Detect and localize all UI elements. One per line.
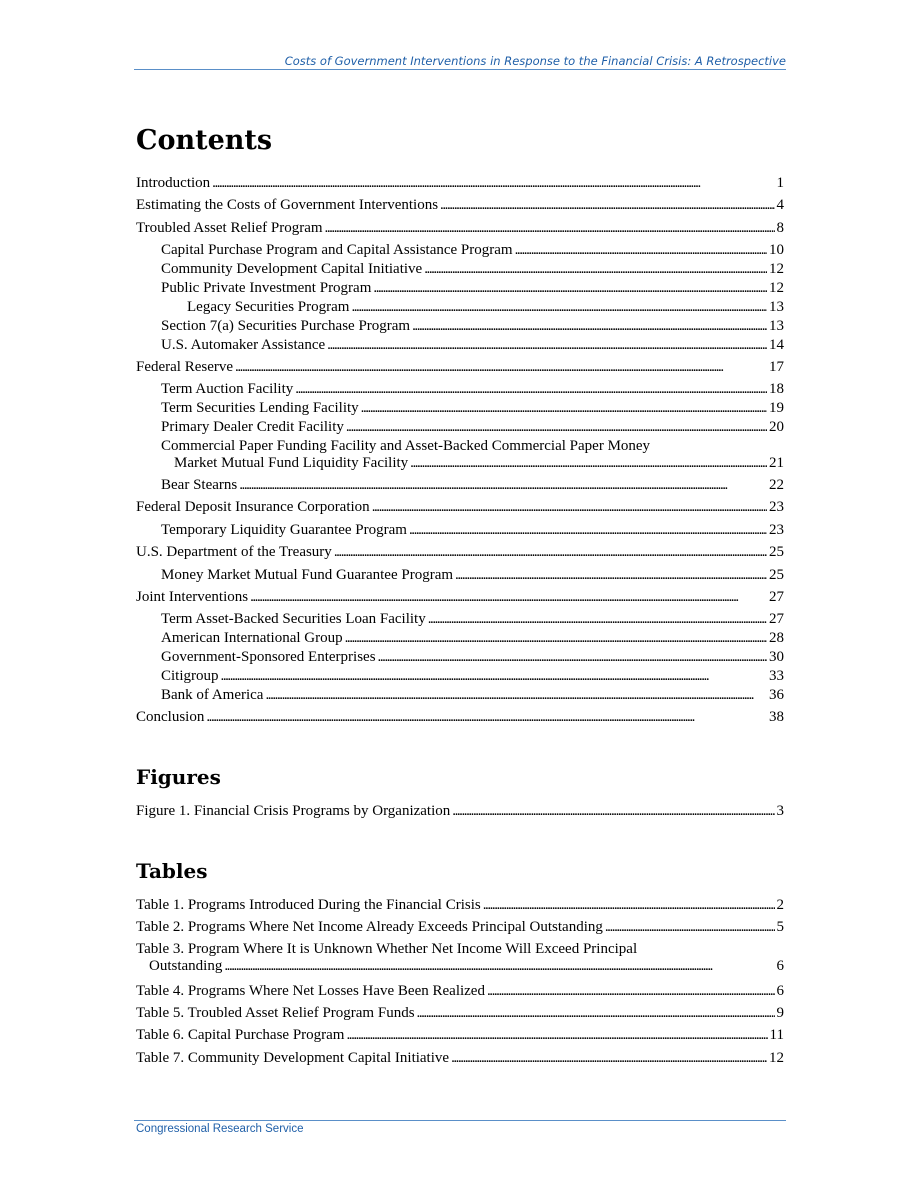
toc-entry-legacy-securities[interactable]: Legacy Securities Program . . . 13 xyxy=(187,299,784,316)
toc-entry-aig[interactable]: American International Group . . . 28 xyxy=(161,630,784,647)
toc-entry-estimating-costs[interactable]: Estimating the Costs of Government Interventions . . . 4 xyxy=(136,197,784,214)
toc-entry-fdic[interactable]: Federal Deposit Insurance Corporation . . . 23 xyxy=(136,499,784,516)
running-footer: Congressional Research Service xyxy=(136,1123,304,1135)
toc-entry-tslf[interactable]: Term Securities Lending Facility . . . 19 xyxy=(161,400,784,417)
toc-entry-introduction[interactable]: Introduction . . . 1 xyxy=(136,175,784,192)
table-entry-1[interactable]: Table 1. Programs Introduced During the Financial Crisis . . . 2 xyxy=(136,897,784,914)
figure-entry-1[interactable]: Figure 1. Financial Crisis Programs by Organization . . . 3 xyxy=(136,803,784,820)
toc-entry-section-7a[interactable]: Section 7(a) Securities Purchase Program . . . 13 xyxy=(161,318,784,335)
footer-rule xyxy=(134,1120,786,1121)
table-entry-2[interactable]: Table 2. Programs Where Net Income Already Exceeds Principal Outstanding . . . 5 xyxy=(136,919,784,936)
table-entry-5[interactable]: Table 5. Troubled Asset Relief Program Funds . . . 9 xyxy=(136,1005,784,1022)
toc-entry-bank-of-america[interactable]: Bank of America . . . 36 xyxy=(161,687,784,704)
table-entry-6[interactable]: Table 6. Capital Purchase Program . . . 11 xyxy=(136,1027,784,1044)
toc-entry-community-development[interactable]: Community Development Capital Initiative . . . 12 xyxy=(161,261,784,278)
toc-entry-taf[interactable]: Term Auction Facility . . . 18 xyxy=(161,381,784,398)
contents-title: Contents xyxy=(136,125,273,156)
toc-entry-joint-interventions[interactable]: Joint Interventions . . . 27 xyxy=(136,589,784,606)
running-header: Costs of Government Interventions in Response to the Financial Crisis: A Retrospective xyxy=(284,54,786,68)
toc-entry-treasury[interactable]: U.S. Department of the Treasury . . . 25 xyxy=(136,544,784,561)
toc-entry-capital-purchase[interactable]: Capital Purchase Program and Capital Assistance Program . . . 10 xyxy=(161,242,784,259)
toc-entry-cpff-amlf[interactable]: Commercial Paper Funding Facility and Asset-Backed Commercial Paper Money Market Mutual Fund Liquidity Facility . . . 21 xyxy=(161,438,784,472)
table-entry-3[interactable]: Table 3. Program Where It is Unknown Whether Net Income Will Exceed Principal Outstanding . . . 6 xyxy=(136,941,784,975)
toc-entry-federal-reserve[interactable]: Federal Reserve . . . 17 xyxy=(136,359,784,376)
table-entry-7[interactable]: Table 7. Community Development Capital Initiative . . . 12 xyxy=(136,1050,784,1067)
toc-entry-tlgp[interactable]: Temporary Liquidity Guarantee Program . . . 23 xyxy=(161,522,784,539)
toc-entry-ppip[interactable]: Public Private Investment Program . . . 12 xyxy=(161,280,784,297)
toc-entry-citigroup[interactable]: Citigroup . . . 33 xyxy=(161,668,784,685)
toc-entry-automaker[interactable]: U.S. Automaker Assistance . . . 14 xyxy=(161,337,784,354)
toc-entry-gse[interactable]: Government-Sponsored Enterprises . . . 30 xyxy=(161,649,784,666)
toc-entry-tarp[interactable]: Troubled Asset Relief Program . . . 8 xyxy=(136,220,784,237)
toc-entry-bear-stearns[interactable]: Bear Stearns . . . 22 xyxy=(161,477,784,494)
toc-entry-conclusion[interactable]: Conclusion . . . 38 xyxy=(136,709,784,726)
figures-title: Figures xyxy=(136,765,221,789)
tables-title: Tables xyxy=(136,859,208,883)
toc-entry-talf[interactable]: Term Asset-Backed Securities Loan Facility . . . 27 xyxy=(161,611,784,628)
toc-entry-mmf-guarantee[interactable]: Money Market Mutual Fund Guarantee Program . . . 25 xyxy=(161,567,784,584)
table-entry-4[interactable]: Table 4. Programs Where Net Losses Have Been Realized . . . 6 xyxy=(136,983,784,1000)
header-rule xyxy=(134,69,786,70)
toc-entry-pdcf[interactable]: Primary Dealer Credit Facility . . . 20 xyxy=(161,419,784,436)
